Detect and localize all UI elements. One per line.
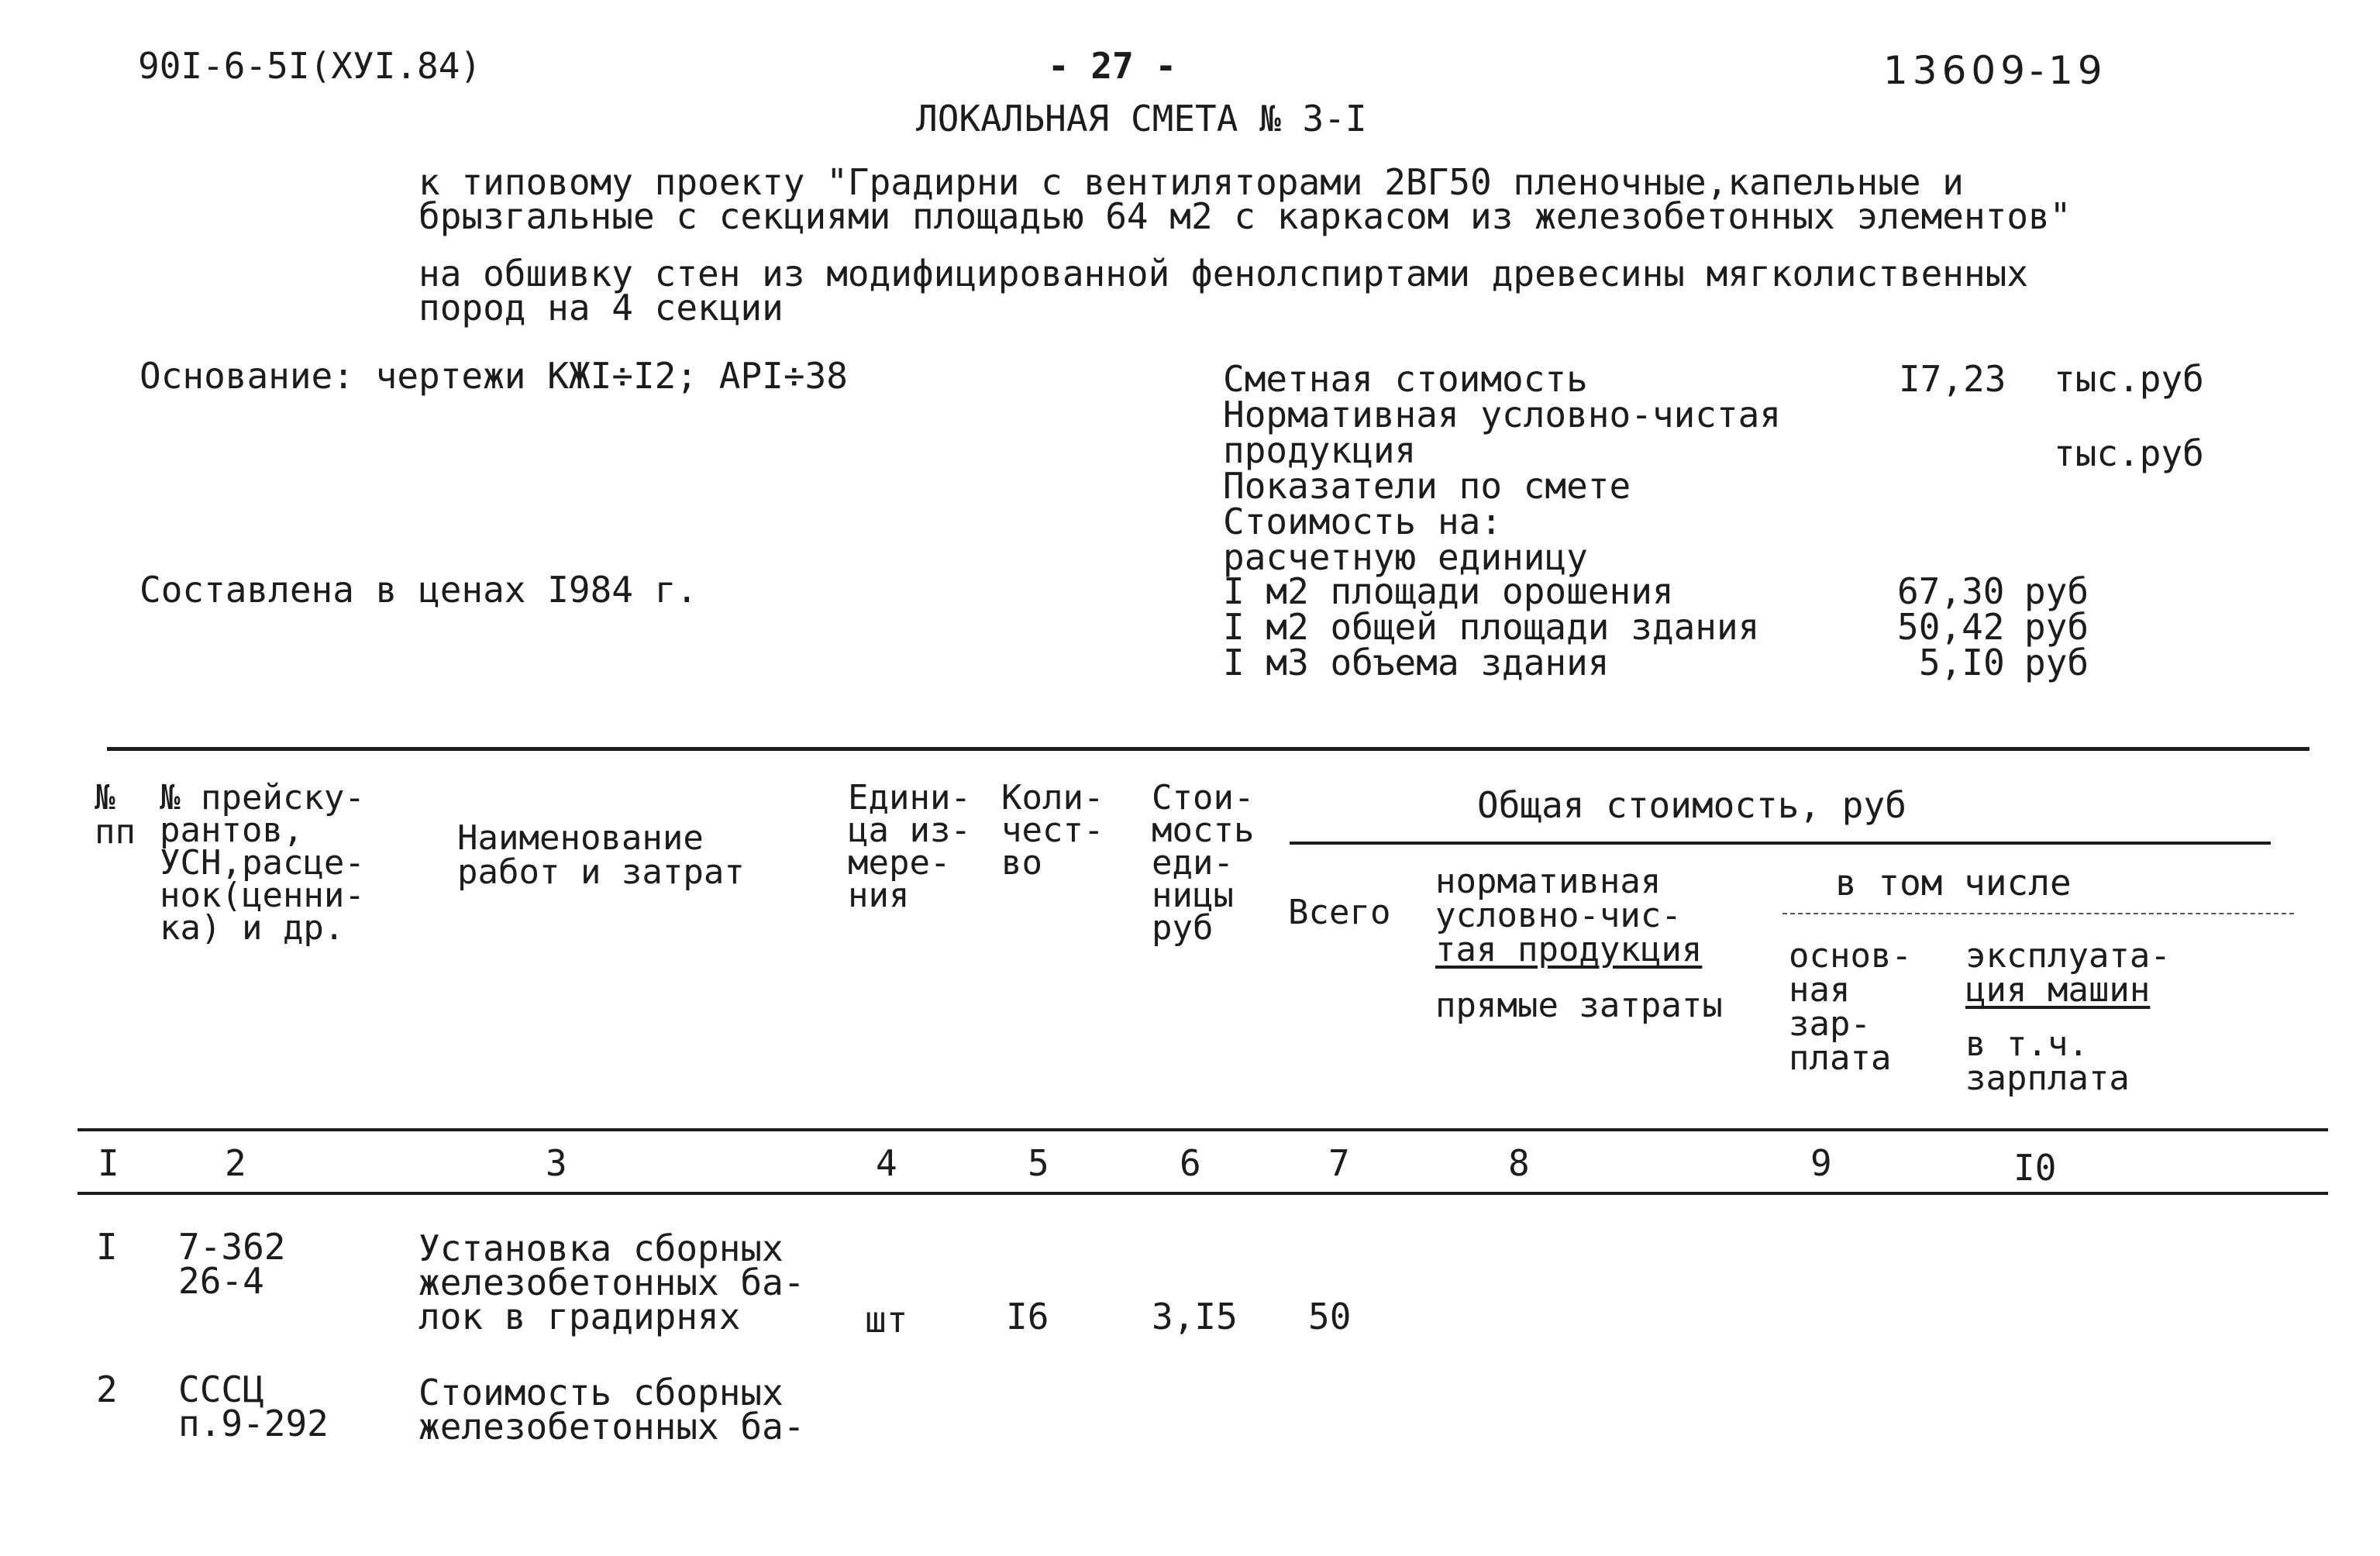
header-norm-product: нормативная xyxy=(1435,862,1662,901)
row-price-code: 7-362 xyxy=(178,1226,286,1268)
archive-number: 13609-19 xyxy=(1883,48,2107,93)
header-total-cost-group: Общая стоимость, руб xyxy=(1477,784,1906,826)
column-number: 5 xyxy=(1028,1142,1049,1184)
group-header-rule xyxy=(1290,842,2271,845)
cost-on-label: Стоимость на: xyxy=(1223,501,1503,542)
subtitle-line: к типовому проекту "Градирни с вентиляторами 2ВГ50 пленочные,капельные и xyxy=(418,161,1964,203)
header-base-wage: зар- xyxy=(1789,1004,1871,1044)
calc-unit-label: расчетную единицу xyxy=(1223,536,1588,578)
row-quantity: I6 xyxy=(1006,1296,1049,1337)
column-number: 7 xyxy=(1328,1142,1350,1184)
subtitle-line: брызгальные с секциями площадью 64 м2 с каркасом из железобетонных элементов" xyxy=(418,195,2072,237)
header-unit-cost: Стои- xyxy=(1152,778,1255,818)
column-number: 4 xyxy=(876,1142,897,1184)
header-price-ref: нок(ценни- xyxy=(160,876,365,915)
row-number: 2 xyxy=(96,1368,118,1410)
column-number: I xyxy=(98,1142,119,1184)
column-numbers-top-rule xyxy=(77,1128,2328,1131)
prices-year: Составлена в ценах I984 г. xyxy=(139,569,698,611)
norm-product-label: продукция xyxy=(1223,429,1417,471)
indicator-label: I м2 общей площади здания xyxy=(1223,606,1760,648)
header-base-wage: основ- xyxy=(1789,936,1912,976)
column-number: 8 xyxy=(1508,1142,1530,1184)
indicator-unit: руб xyxy=(2024,606,2089,648)
column-number: 9 xyxy=(1810,1142,1832,1184)
row-work-name: лок в градирнях xyxy=(418,1296,741,1337)
row-work-name: Установка сборных xyxy=(418,1227,784,1269)
header-unit-cost: ницы xyxy=(1152,876,1234,915)
header-machine-wage: зарплата xyxy=(1965,1059,2130,1098)
basis-label: Основание: чертежи КЖI÷I2; АРI÷38 xyxy=(139,355,848,397)
row-work-name: Стоимость сборных xyxy=(418,1372,784,1413)
column-number: 2 xyxy=(225,1142,246,1184)
header-including: в том числе xyxy=(1835,862,2072,904)
row-price-code: п.9-292 xyxy=(178,1403,329,1444)
header-base-wage: плата xyxy=(1789,1038,1892,1078)
indicators-heading: Показатели по смете xyxy=(1223,465,1631,507)
smeta-cost-value: I7,23 xyxy=(1899,358,2006,400)
column-number: I0 xyxy=(2013,1147,2057,1189)
header-num: № xyxy=(95,778,115,818)
header-unit: ния xyxy=(848,876,910,915)
row-unit: шт xyxy=(865,1299,908,1341)
page-number: - 27 - xyxy=(1048,45,1177,87)
subtitle-line: пород на 4 секции xyxy=(418,287,784,329)
estimate-title: ЛОКАЛЬНАЯ СМЕТА № 3-I xyxy=(916,98,1367,139)
row-total: 50 xyxy=(1308,1296,1352,1337)
row-unit-cost: 3,I5 xyxy=(1152,1296,1238,1337)
header-unit: Едини- xyxy=(848,778,971,818)
header-price-ref: рантов, xyxy=(160,811,304,850)
indicator-value: 5,I0 xyxy=(1919,642,2005,683)
header-price-ref: УСН,расце- xyxy=(160,843,365,883)
row-work-name: железобетонных ба- xyxy=(418,1406,805,1448)
column-number: 3 xyxy=(546,1142,567,1184)
header-norm-product: условно-чис- xyxy=(1435,896,1682,935)
header-machine-operation: эксплуата- xyxy=(1965,936,2171,976)
header-num: пп xyxy=(95,812,136,852)
header-unit-cost: еди- xyxy=(1152,843,1234,883)
header-total: Всего xyxy=(1288,893,1391,932)
header-quantity: Коли- xyxy=(1001,778,1104,818)
table-top-rule xyxy=(107,747,2309,751)
smeta-cost-label: Сметная стоимость xyxy=(1223,358,1588,400)
header-price-ref: № прейску- xyxy=(160,778,365,818)
header-unit: ца из- xyxy=(848,811,971,850)
document-code: 90I-6-5I(XУI.84) xyxy=(138,45,482,87)
row-number: I xyxy=(96,1226,118,1268)
column-number: 6 xyxy=(1180,1142,1201,1184)
header-unit-cost: мость xyxy=(1152,811,1255,850)
indicator-value: 67,30 xyxy=(1897,570,2005,612)
norm-product-unit: тыс.руб xyxy=(2054,432,2204,474)
header-quantity: чест- xyxy=(1001,811,1104,850)
header-machine-operation: ция машин xyxy=(1965,970,2151,1010)
indicator-value: 50,42 xyxy=(1897,606,2005,648)
header-base-wage: ная xyxy=(1789,970,1851,1010)
row-work-name: железобетонных ба- xyxy=(418,1262,805,1303)
header-price-ref: ка) и др. xyxy=(160,908,345,948)
header-quantity: во xyxy=(1001,843,1042,883)
header-norm-product: тая продукция xyxy=(1435,930,1703,969)
smeta-cost-unit: тыс.руб xyxy=(2054,358,2204,400)
column-numbers-bottom-rule xyxy=(77,1192,2328,1195)
header-work-name: работ и затрат xyxy=(457,852,745,892)
row-price-code: СССЦ xyxy=(178,1368,264,1410)
subtitle-line: на обшивку стен из модифицированной фенолспиртами древесины мягколиственных xyxy=(418,253,2029,294)
header-unit: мере- xyxy=(848,843,951,883)
header-machine-wage: в т.ч. xyxy=(1965,1024,2089,1064)
header-unit-cost: руб xyxy=(1152,908,1214,948)
indicator-unit: руб xyxy=(2024,642,2089,683)
indicator-label: I м2 площади орошения xyxy=(1223,570,1674,612)
indicator-unit: руб xyxy=(2024,570,2089,612)
header-work-name: Наименование xyxy=(457,818,704,858)
header-direct-costs: прямые затраты xyxy=(1435,986,1723,1025)
row-price-code: 26-4 xyxy=(178,1260,264,1302)
indicator-label: I м3 объема здания xyxy=(1223,642,1610,683)
including-dashed-rule xyxy=(1782,913,2294,914)
norm-product-label: Нормативная условно-чистая xyxy=(1223,394,1782,435)
